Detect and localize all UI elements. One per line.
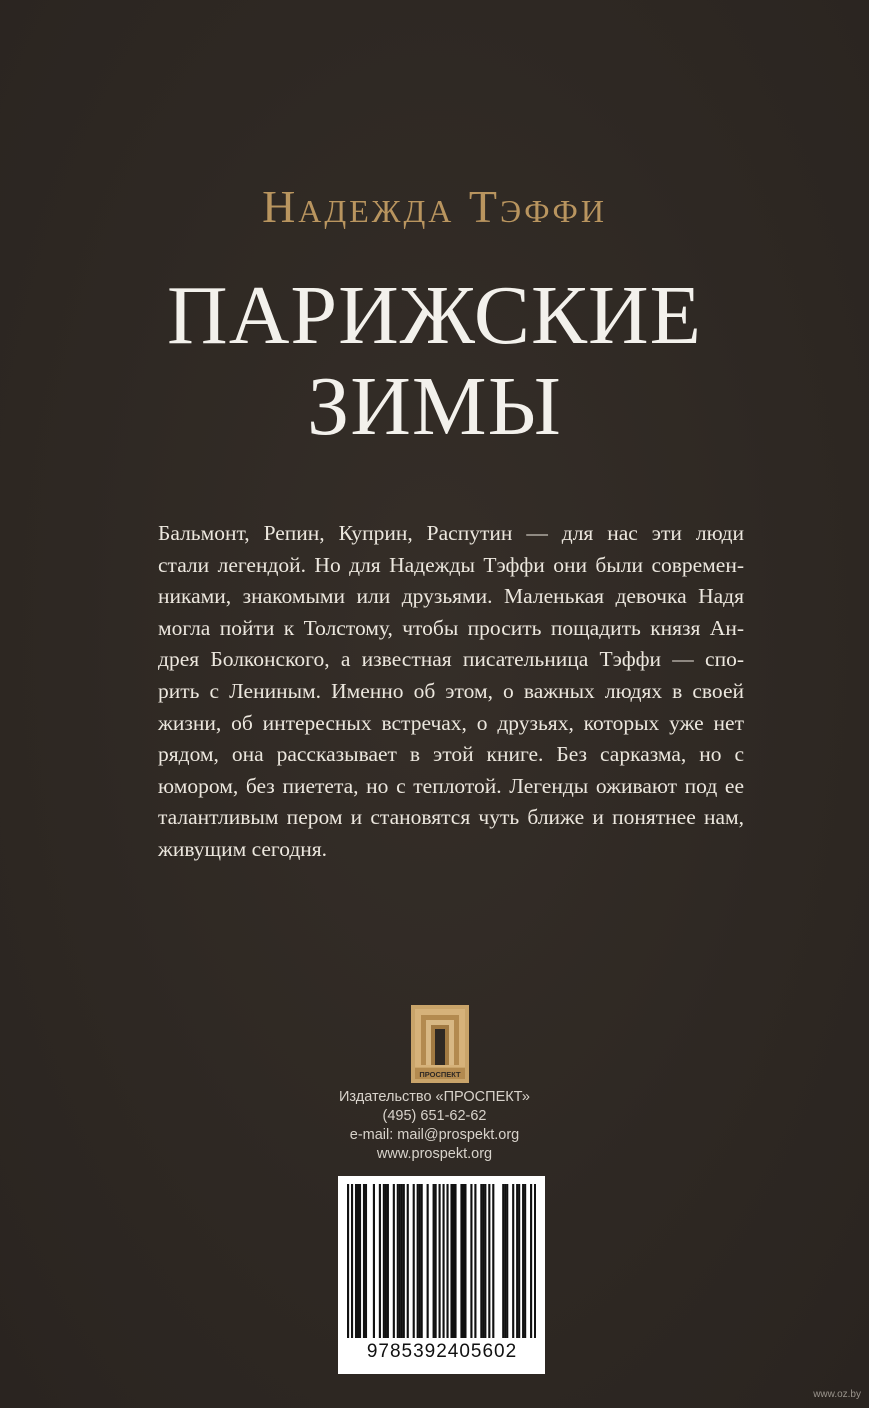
barcode-bar	[393, 1184, 395, 1338]
blurb-line: могла пойти к Толстому, чтобы просить пощадить князя Ан-	[158, 615, 744, 640]
publisher-phone: (495) 651-62-62	[382, 1108, 487, 1124]
barcode-bar	[512, 1184, 514, 1338]
publisher-email: e-mail: mail@prospekt.org	[349, 1127, 520, 1143]
barcode-bar	[516, 1184, 518, 1338]
barcode-bar	[492, 1184, 494, 1338]
blurb-text	[158, 518, 744, 866]
blurb-line: рить с Лениным. Именно об этом, о важных людях в своей	[158, 678, 744, 703]
isbn-barcode	[338, 1176, 545, 1374]
blurb-line: рядом, она рассказывает в этой книге. Без сарказма, но с	[158, 742, 744, 767]
barcode-bar	[470, 1184, 472, 1338]
barcode-bar	[347, 1184, 349, 1338]
publisher-info	[0, 1088, 869, 1164]
barcode-bar	[355, 1184, 357, 1338]
barcode-bar	[387, 1184, 389, 1338]
barcode-bars	[347, 1184, 536, 1338]
barcode-bar	[502, 1184, 504, 1338]
blurb-line: жизни, об интересных встречах, о друзьях, которых уже нет	[158, 710, 744, 735]
publisher-name: Издательство «ПРОСПЕКТ»	[339, 1089, 530, 1105]
barcode-bar	[403, 1184, 405, 1338]
barcode-bar	[488, 1184, 490, 1338]
barcode-bar	[357, 1184, 359, 1338]
barcode-bar	[450, 1184, 452, 1338]
barcode-bar	[365, 1184, 367, 1338]
barcode-bar	[484, 1184, 486, 1338]
publisher-logo-label: ПРОСПЕКТ	[419, 1070, 461, 1079]
barcode-bar	[482, 1184, 484, 1338]
blurb-line: стали легендой. Но для Надежды Тэффи они были современ-	[158, 552, 744, 577]
barcode-bar	[419, 1184, 421, 1338]
barcode-bar	[351, 1184, 353, 1338]
book-title-line-2: ЗИМЫ	[307, 360, 562, 453]
barcode-bar	[407, 1184, 409, 1338]
barcode-bar	[439, 1184, 441, 1338]
barcode-bar	[524, 1184, 526, 1338]
publisher-website: www.prospekt.org	[376, 1146, 493, 1162]
barcode-bar	[464, 1184, 466, 1338]
barcode-bar	[454, 1184, 456, 1338]
barcode-bar	[359, 1184, 361, 1338]
barcode-bar	[518, 1184, 520, 1338]
blurb-line: Бальмонт, Репин, Куприн, Распутин — для нас эти люди	[158, 521, 744, 545]
barcode-bar	[385, 1184, 387, 1338]
barcode-bar	[417, 1184, 419, 1338]
barcode-bar	[435, 1184, 437, 1338]
barcode-bar	[504, 1184, 506, 1338]
barcode-bar	[506, 1184, 508, 1338]
barcode-bar	[474, 1184, 476, 1338]
barcode-bar	[421, 1184, 423, 1338]
blurb-line: живущим сегодня.	[158, 836, 328, 861]
barcode-bar	[522, 1184, 524, 1338]
blurb-line: юмором, без пиетета, но с теплотой. Легенды оживают под ее	[158, 773, 744, 798]
barcode-bar	[530, 1184, 532, 1338]
isbn-number: 9785392405602	[366, 1341, 518, 1362]
barcode-bar	[452, 1184, 454, 1338]
blurb-line: дрея Болконского, а известная писательница Тэффи — спо-	[158, 647, 744, 672]
barcode-bar	[413, 1184, 415, 1338]
barcode-bar	[534, 1184, 536, 1338]
blurb-line: никами, знакомыми или друзьями. Маленькая девочка Надя	[158, 584, 744, 609]
barcode-bar	[462, 1184, 464, 1338]
barcode-bar	[427, 1184, 429, 1338]
barcode-bar	[379, 1184, 381, 1338]
barcode-bar	[383, 1184, 385, 1338]
book-title-line-1: ПАРИЖСКИЕ	[167, 269, 702, 362]
author-name: Надежда Тэффи	[262, 181, 607, 232]
blurb-line: талантливым пером и становятся чуть ближе и понятнее нам,	[158, 805, 744, 830]
watermark: www.oz.by	[813, 1389, 861, 1400]
barcode-bar	[460, 1184, 462, 1338]
barcode-bar	[397, 1184, 399, 1338]
barcode-bar	[363, 1184, 365, 1338]
barcode-bar	[480, 1184, 482, 1338]
barcode-bar	[399, 1184, 401, 1338]
barcode-bar	[433, 1184, 435, 1338]
barcode-bar	[442, 1184, 444, 1338]
barcode-bar	[401, 1184, 403, 1338]
publisher-logo	[411, 1005, 469, 1083]
barcode-bar	[373, 1184, 375, 1338]
barcode-bar	[446, 1184, 448, 1338]
